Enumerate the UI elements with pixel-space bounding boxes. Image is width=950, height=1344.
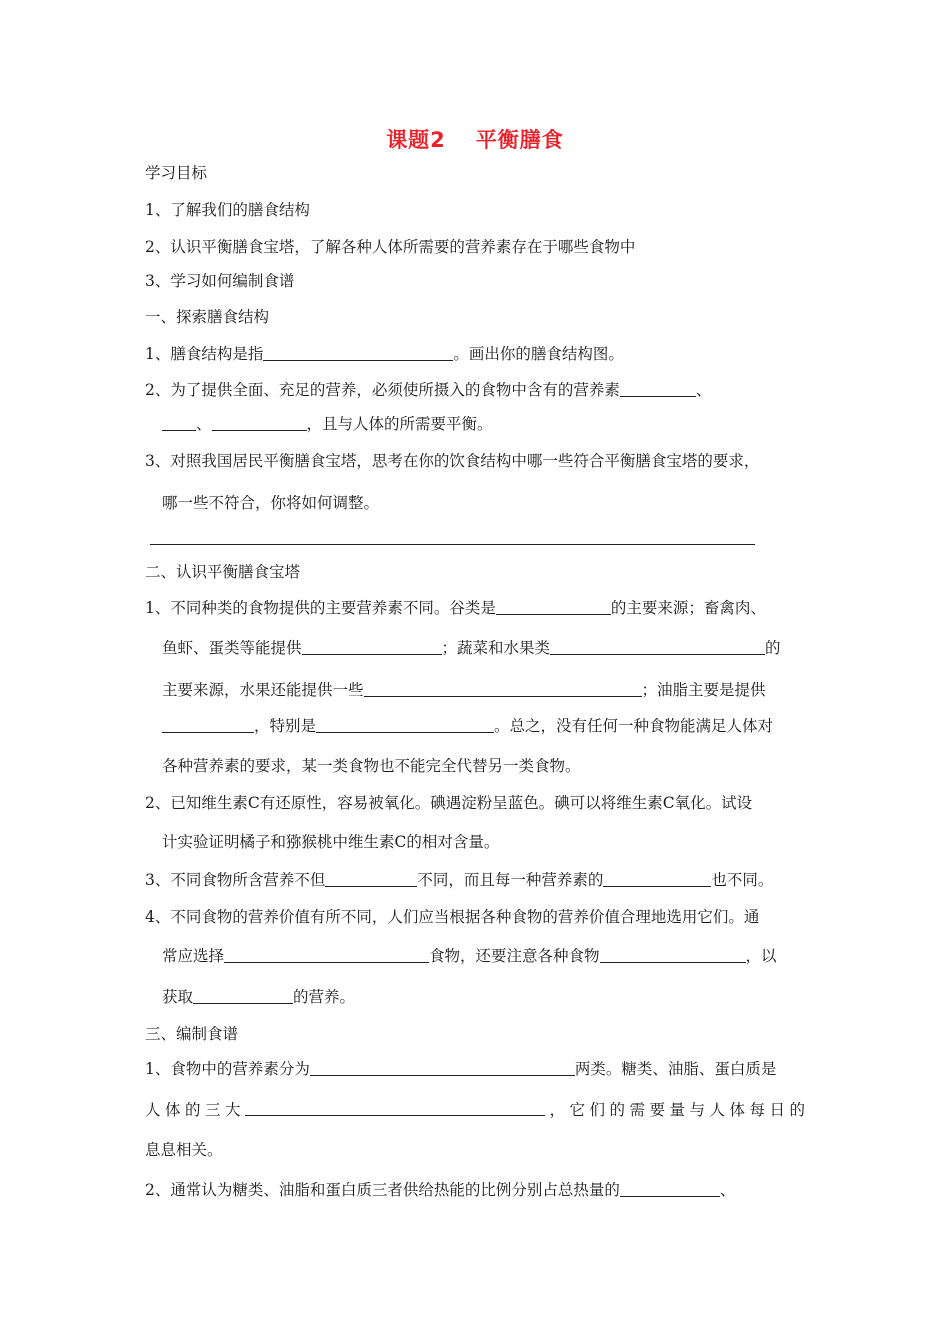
answer-blank[interactable] [496, 599, 611, 615]
s2-q2-line2: 计实验证明橘子和猕猴桃中维生素C的相对含量。 [162, 833, 500, 851]
answer-blank[interactable] [550, 639, 765, 655]
answer-blank[interactable] [603, 871, 711, 887]
objective-item-1: 1、了解我们的膳食结构 [145, 201, 310, 219]
s2-q2-line1: 2、已知维生素C有还原性，容易被氧化。碘遇淀粉呈蓝色。碘可以将维生素C氧化。试设 [145, 794, 753, 812]
objective-item-2: 2、认识平衡膳食宝塔，了解各种人体所需要的营养素存在于哪些食物中 [145, 238, 636, 256]
answer-blank[interactable] [245, 1100, 545, 1116]
answer-blank[interactable] [620, 1181, 720, 1197]
answer-blank[interactable] [325, 871, 417, 887]
answer-blank[interactable] [600, 947, 746, 963]
section2-heading: 二、认识平衡膳食宝塔 [145, 563, 301, 581]
s2-q4-line2: 常应选择 食物，还要注意各种食物 ，以 [162, 947, 777, 965]
s1-q2-line1: 2、为了提供全面、充足的营养，必须使所摄入的食物中含有的营养素 、 [145, 381, 712, 399]
objectives-heading: 学习目标 [145, 164, 208, 182]
s2-q4-line3: 获取 的营养。 [162, 988, 356, 1006]
s3-q1-line2: 人 体 的 三 大 ， 它 们 的 需 要 量 与 人 体 每 日 的 [145, 1101, 805, 1119]
answer-blank[interactable] [310, 1060, 575, 1076]
answer-blank[interactable] [364, 681, 642, 697]
s1-q2-line2: 、 ，且与人体的所需要平衡。 [162, 414, 493, 434]
answer-blank[interactable] [316, 717, 494, 733]
answer-blank[interactable] [620, 381, 696, 397]
answer-blank[interactable] [263, 345, 453, 361]
s1-q1: 1、膳食结构是指 。画出你的膳食结构图。 [145, 345, 624, 363]
s3-q1-line1: 1、食物中的营养素分为 两类。糖类、油脂、蛋白质是 [145, 1060, 777, 1078]
s2-q3: 3、不同食物所含营养不但 不同，而且每一种营养素的 也不同。 [145, 871, 774, 889]
answer-blank[interactable] [212, 415, 307, 431]
answer-blank[interactable] [224, 947, 429, 963]
objective-item-3: 3、学习如何编制食谱 [145, 272, 295, 290]
s1-q3-line2: 哪一些不符合，你将如何调整。 [162, 494, 380, 512]
answer-blank[interactable] [302, 639, 442, 655]
s2-q1-line1: 1、不同种类的食物提供的主要营养素不同。谷类是 的主要来源；畜禽肉、 [145, 599, 766, 617]
page-title: 课题2 平衡膳食 [386, 128, 564, 152]
answer-blank[interactable] [193, 988, 293, 1004]
answer-blank[interactable] [162, 415, 196, 431]
s3-q1-line3: 息息相关。 [145, 1141, 223, 1159]
section1-heading: 一、探索膳食结构 [145, 308, 270, 326]
section3-heading: 三、编制食谱 [145, 1025, 239, 1043]
s3-q2: 2、通常认为糖类、油脂和蛋白质三者供给热能的比例分别占总热量的 、 [145, 1181, 736, 1199]
answer-blank[interactable] [162, 717, 254, 733]
s2-q1-line5: 各种营养素的要求，某一类食物也不能完全代替另一类食物。 [162, 757, 581, 775]
answer-line[interactable] [150, 544, 755, 545]
s2-q1-line2: 鱼虾、蛋类等能提供 ；蔬菜和水果类 的 [162, 639, 781, 657]
s1-q3-line1: 3、对照我国居民平衡膳食宝塔，思考在你的饮食结构中哪一些符合平衡膳食宝塔的要求， [145, 452, 760, 470]
s2-q4-line1: 4、不同食物的营养价值有所不同，人们应当根据各种食物的营养价值合理地选用它们。通 [145, 908, 760, 926]
s2-q1-line3: 主要来源，水果还能提供一些 ；油脂主要是提供 [162, 681, 766, 699]
s2-q1-line4: ，特别是 。总之，没有任何一种食物能满足人体对 [162, 716, 773, 736]
